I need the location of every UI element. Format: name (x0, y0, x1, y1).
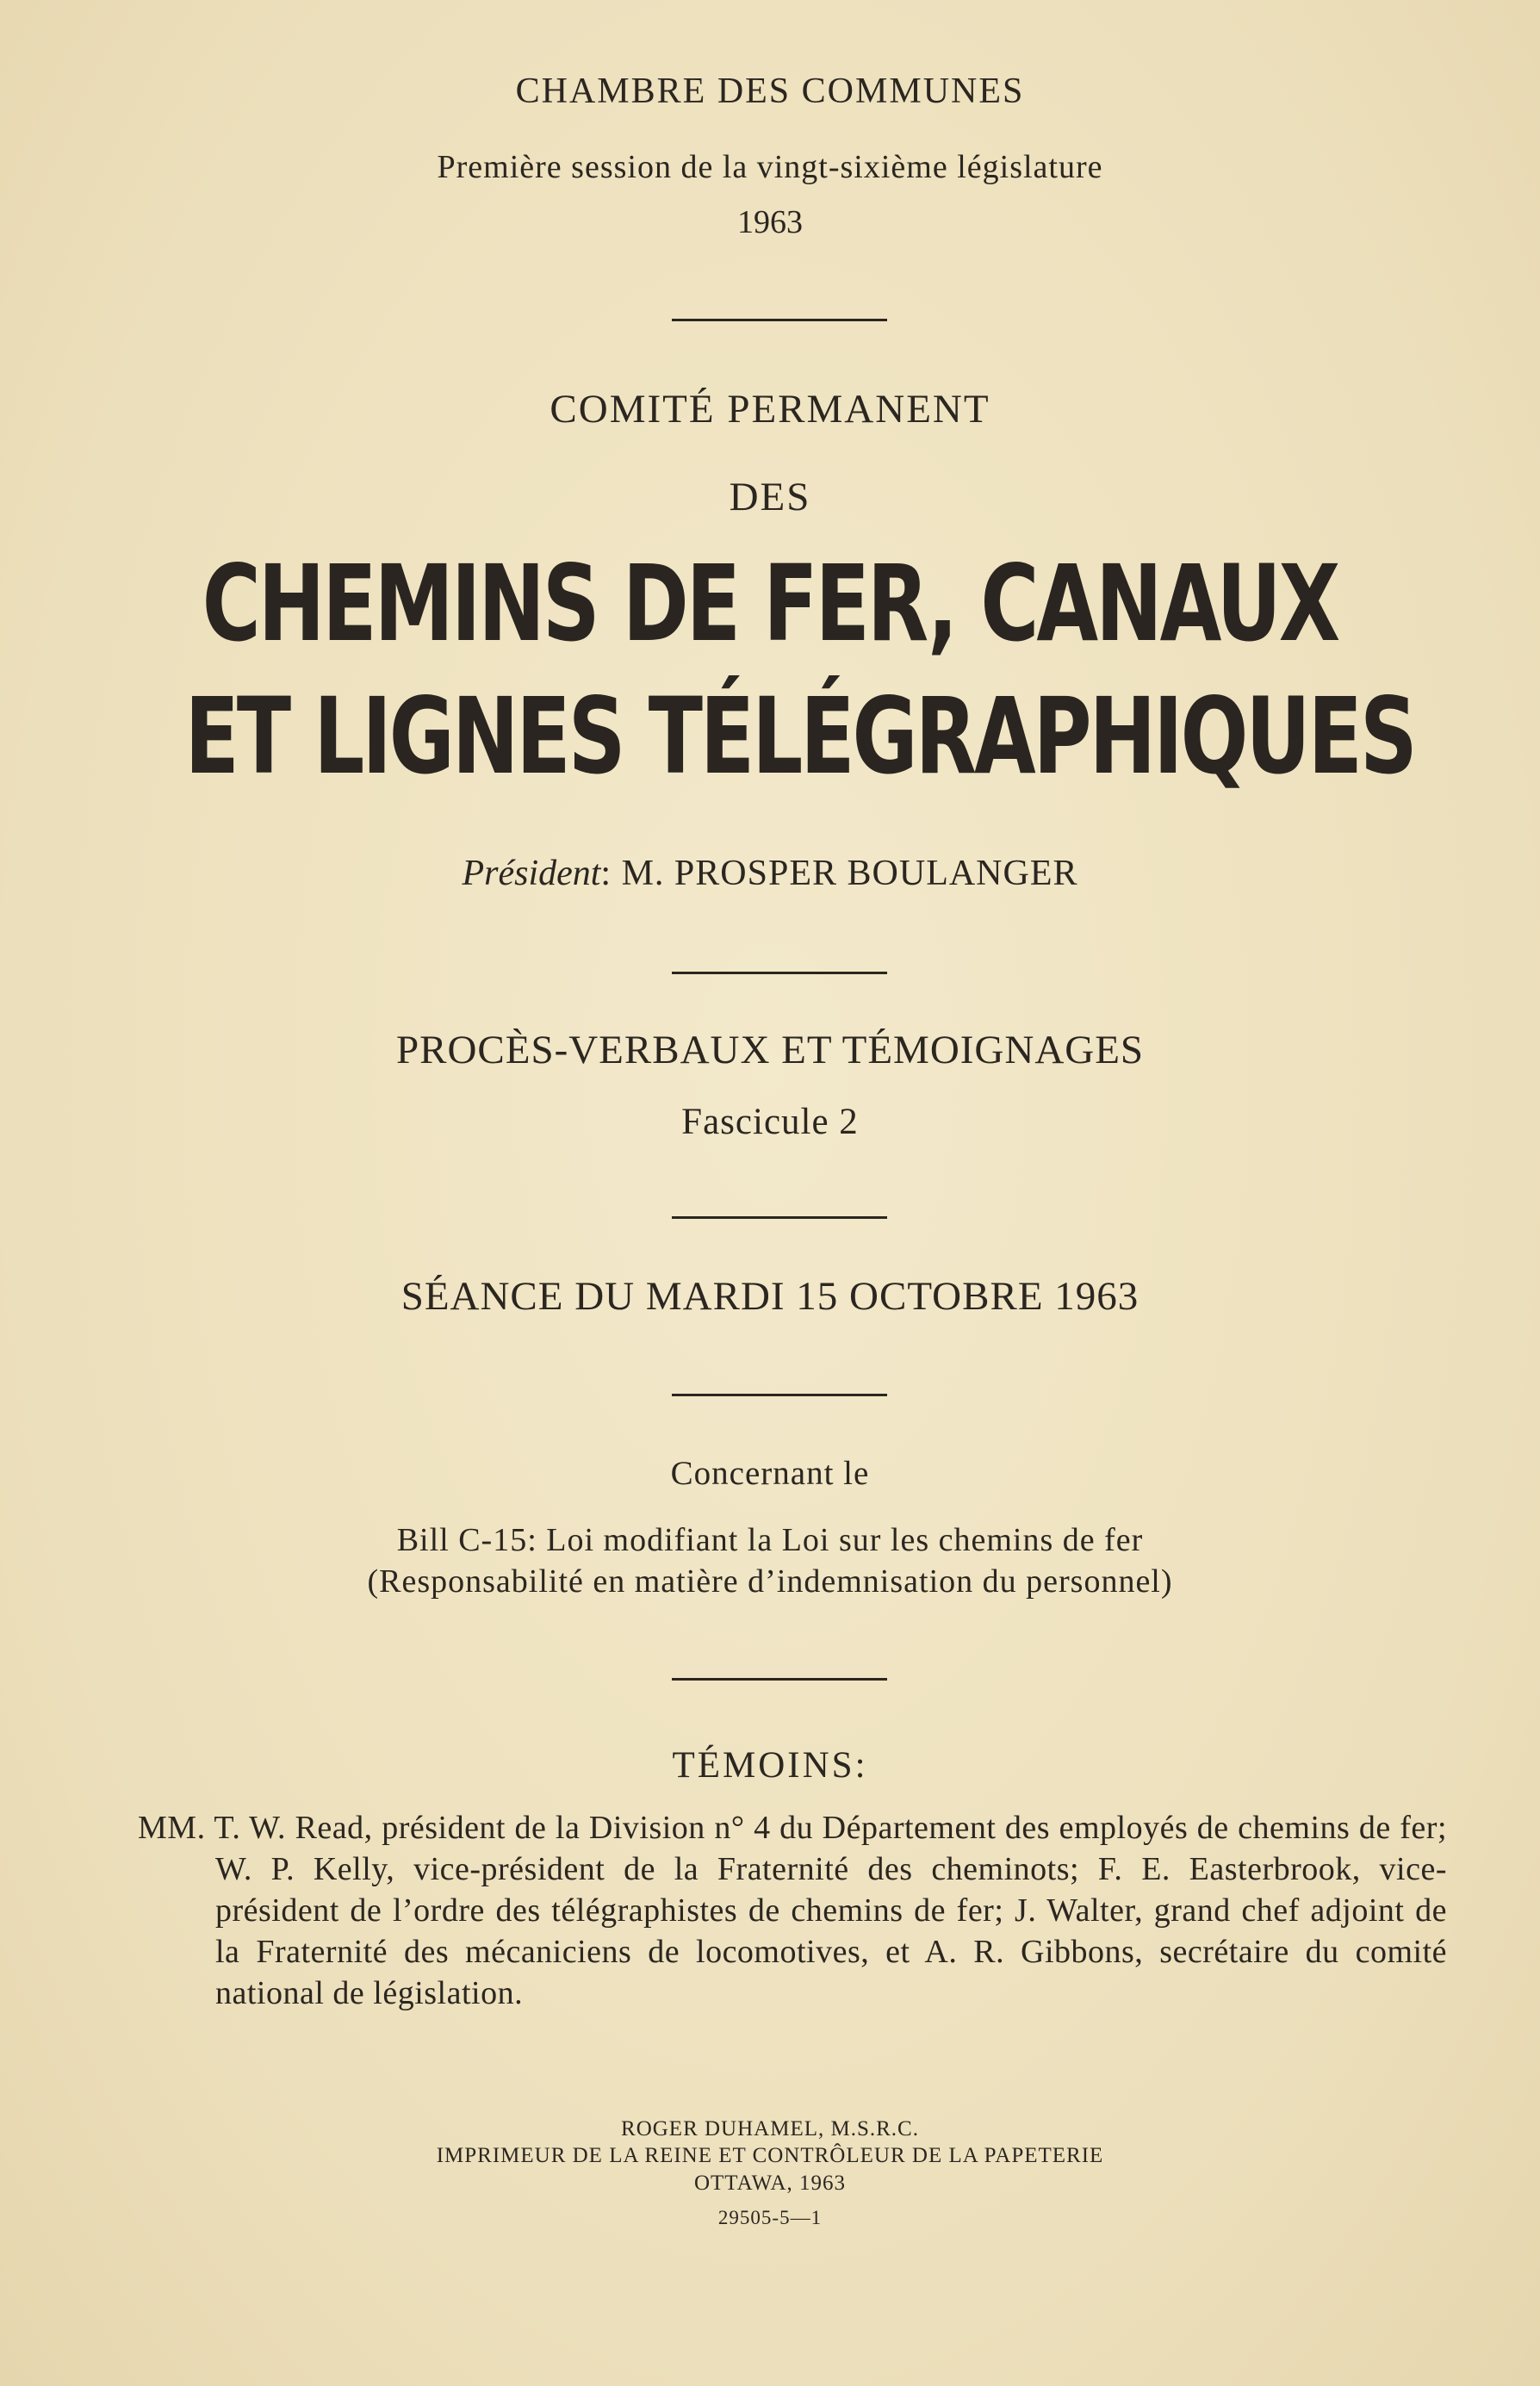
president-name: : M. PROSPER BOULANGER (600, 854, 1078, 893)
bill-title-line2: (Responsabilité en matière d’indemnisation du personnel) (367, 1563, 1173, 1600)
committee-president (0, 853, 1540, 894)
witnesses-heading: TÉMOINS: (672, 1745, 868, 1786)
print-code: 29505-5—1 (717, 2207, 823, 2228)
fascicule-number: Fascicule 2 (681, 1102, 859, 1142)
printer-role: IMPRIMEUR DE LA REINE ET CONTRÔLEUR DE LA PAPETERIE (436, 2144, 1104, 2167)
witnesses-list (138, 1807, 1447, 2014)
divider-rule (672, 1678, 887, 1681)
print-place-year: OTTAWA, 1963 (693, 2172, 847, 2195)
divider-rule (672, 319, 887, 321)
committee-title-line2: ET LIGNES TÉLÉGRAPHIQUES (184, 675, 1415, 798)
session-line: Première session de la vingt-sixième législature (437, 149, 1103, 185)
committee-line1: COMITÉ PERMANENT (550, 387, 990, 432)
printer-name: ROGER DUHAMEL, M.S.R.C. (621, 2117, 919, 2141)
divider-rule (672, 972, 887, 974)
committee-title-line1: CHEMINS DE FER, CANAUX (202, 543, 1338, 665)
bill-title-line1: Bill C-15: Loi modifiant la Loi sur les chemins de fer (396, 1522, 1144, 1558)
divider-rule (672, 1216, 887, 1219)
session-year: 1963 (737, 204, 803, 240)
divider-rule (672, 1394, 887, 1396)
chamber-name: CHAMBRE DES COMMUNES (515, 71, 1025, 111)
committee-line2: DES (729, 475, 811, 519)
witnesses-text: MM. T. W. Read, président de la Division n° 4 du Département des employés de chemins de fer; W. P. Kelly, vice-président de la Fraternité des cheminots; F. E. Easterbrook, vice-président de l’ordre des télégraphistes de chemins de fer; J. Walter, grand chef adjoint de la Fraternité des mécaniciens de locomotives, et A. R. Gibbons, secrétaire du comité national de législation. (138, 1810, 1447, 2011)
concerning-label: Concernant le (670, 1455, 870, 1492)
sitting-date: SÉANCE DU MARDI 15 OCTOBRE 1963 (401, 1274, 1139, 1319)
proceedings-title: PROCÈS-VERBAUX ET TÉMOIGNAGES (395, 1028, 1145, 1072)
president-label: Président (462, 854, 601, 893)
